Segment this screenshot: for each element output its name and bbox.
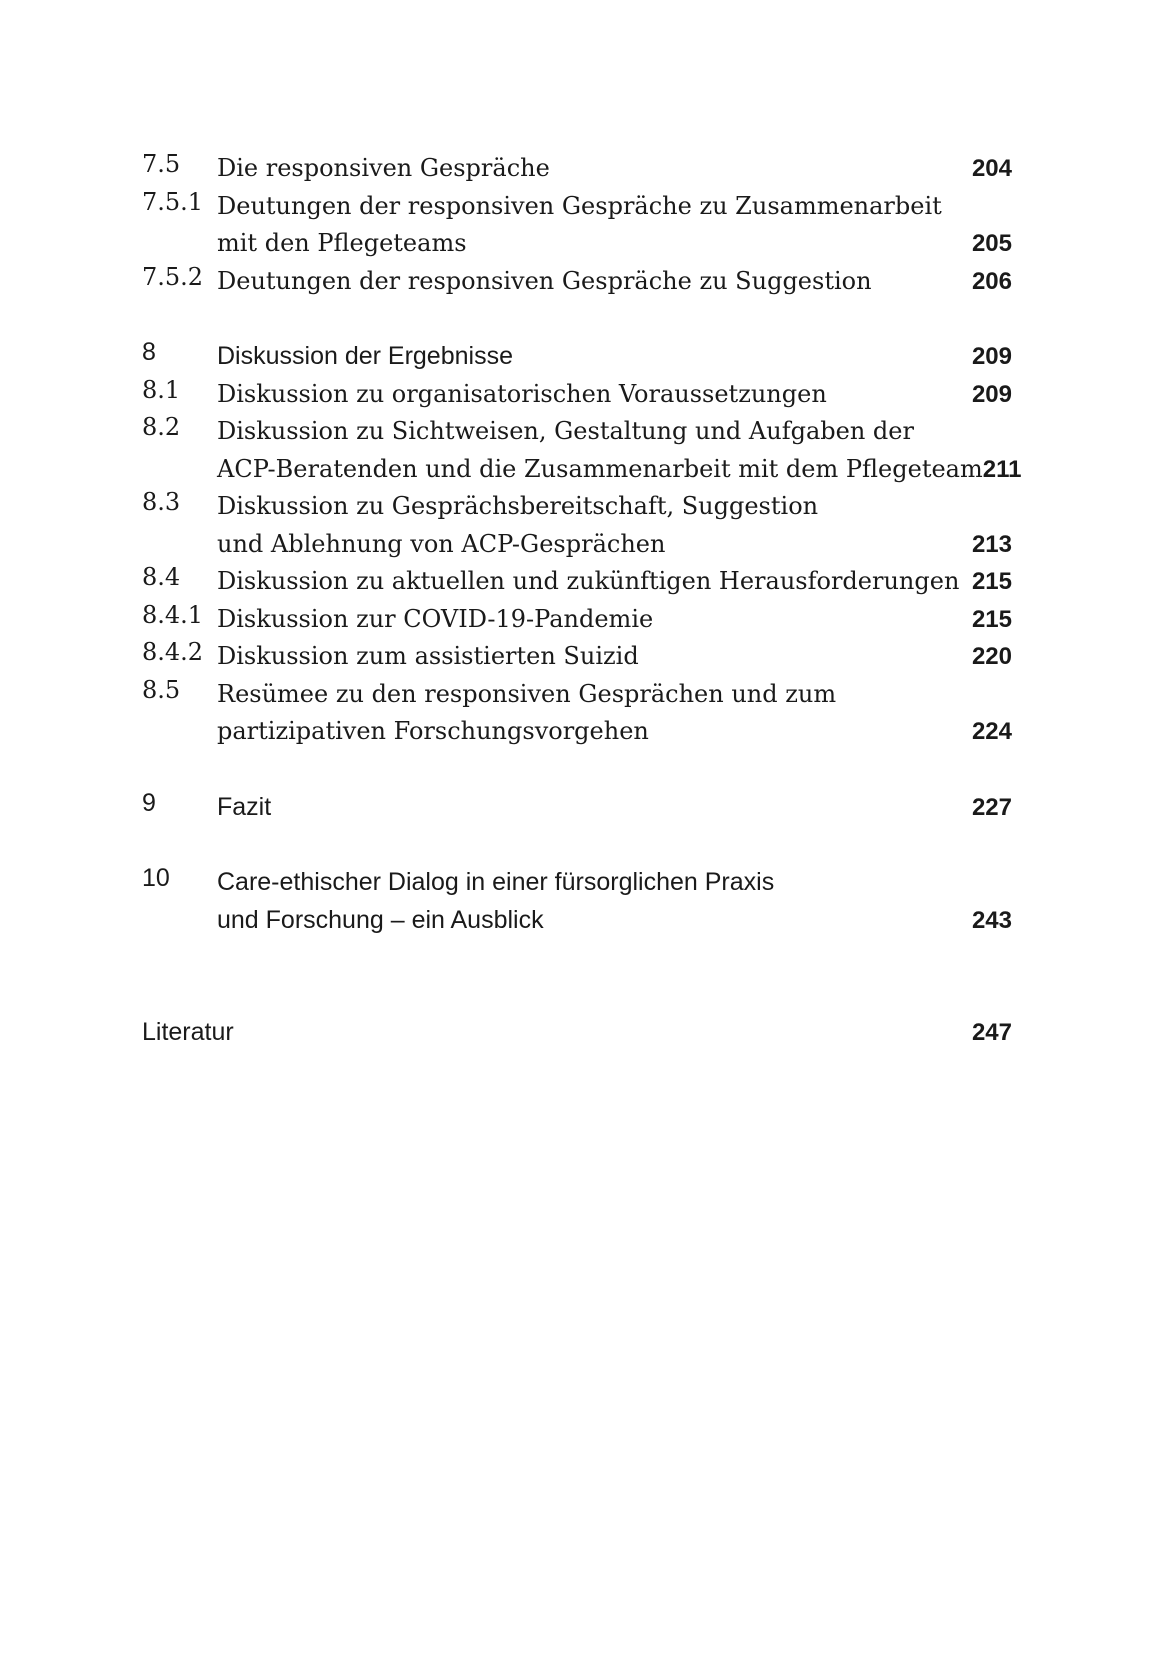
page-number: 215 [971,568,1012,595]
section-title-continued: mit den Pflegeteams [217,229,467,257]
section-title: Diskussion zu aktuellen und zukünftigen Herausforderungen [217,567,960,595]
spacer [142,826,1012,864]
page-number: 206 [971,267,1012,295]
section-title: Diskussion zu Gesprächsbereitschaft, Suggestion [217,492,819,520]
toc-entry-7-5[interactable] [142,150,1012,188]
toc-entry-8-4[interactable] [142,563,1012,601]
toc-entry-7-5-2[interactable] [142,263,1012,301]
page-number: 227 [971,793,1012,821]
page-number: 211 [982,455,1022,483]
chapter-title: Fazit [217,792,272,821]
section-number: 8.4.2 [142,638,204,666]
toc-entry-7-5-1[interactable] [142,188,1012,263]
page-number: 205 [971,230,1012,257]
section-number: 8.2 [142,413,181,441]
toc-entry-8-1[interactable] [142,376,1012,414]
section-number: 8.1 [142,375,181,404]
toc-entry-8-4-2[interactable] [142,638,1012,676]
section-number: 7.5 [142,150,181,178]
section-number: 8.4.1 [142,600,204,629]
page-number: 209 [971,343,1012,370]
page-number: 204 [971,155,1012,182]
spacer [142,939,1012,1014]
section-title: Diskussion zur COVID-19-Pandemie [217,604,654,633]
section-title: Die responsiven Gespräche [217,154,550,182]
chapter-title: Diskussion der Ergebnisse [217,342,513,370]
page-number: 224 [971,718,1012,745]
chapter-number: 10 [142,864,170,892]
literature-title: Literatur [142,1018,234,1046]
chapter-title-continued: und Forschung – ein Ausblick [217,905,544,934]
page-number: 209 [971,380,1012,408]
section-number: 8.4 [142,563,181,591]
toc-entry-8-5[interactable] [142,676,1012,751]
section-title: Diskussion zu organisatorischen Voraussetzungen [217,379,827,408]
section-title: Resümee zu den responsiven Gesprächen und zum [217,679,837,708]
section-title-continued: und Ablehnung von ACP-Gesprächen [217,529,666,558]
chapter-number: 8 [142,338,156,366]
section-number: 7.5.1 [142,187,204,216]
toc-entry-8-2[interactable] [142,413,1022,488]
page-number: 220 [971,643,1012,670]
page-number: 215 [971,605,1012,633]
section-title: Deutungen der responsiven Gespräche zu Zusammenarbeit [217,191,942,220]
toc-entry-8-3[interactable] [142,488,1012,563]
page-number: 213 [971,530,1012,558]
toc-entry-literature[interactable] [142,1014,1012,1052]
section-title-continued: partizipativen Forschungsvorgehen [217,717,649,745]
chapter-title: Care-ethischer Dialog in einer fürsorglichen Praxis [217,868,775,896]
section-number: 7.5.2 [142,262,204,291]
toc-entry-8-4-1[interactable] [142,601,1012,639]
section-number: 8.5 [142,675,181,704]
chapter-number: 9 [142,788,156,817]
table-of-contents [142,150,1022,1052]
toc-entry-10[interactable] [142,864,1012,939]
page-number: 247 [971,1019,1012,1046]
section-title: Diskussion zum assistierten Suizid [217,642,639,670]
section-title: Diskussion zu Sichtweisen, Gestaltung und Aufgaben der [217,417,914,445]
spacer [142,300,1012,338]
page-number: 243 [971,906,1012,934]
toc-entry-9[interactable] [142,789,1012,827]
spacer [142,751,1012,789]
section-number: 8.3 [142,488,181,516]
section-title: Deutungen der responsiven Gespräche zu Suggestion [217,266,872,295]
section-title-continued: ACP-Beratenden und die Zusammenarbeit mit dem Pflegeteam [217,454,983,483]
toc-entry-8[interactable] [142,338,1012,376]
